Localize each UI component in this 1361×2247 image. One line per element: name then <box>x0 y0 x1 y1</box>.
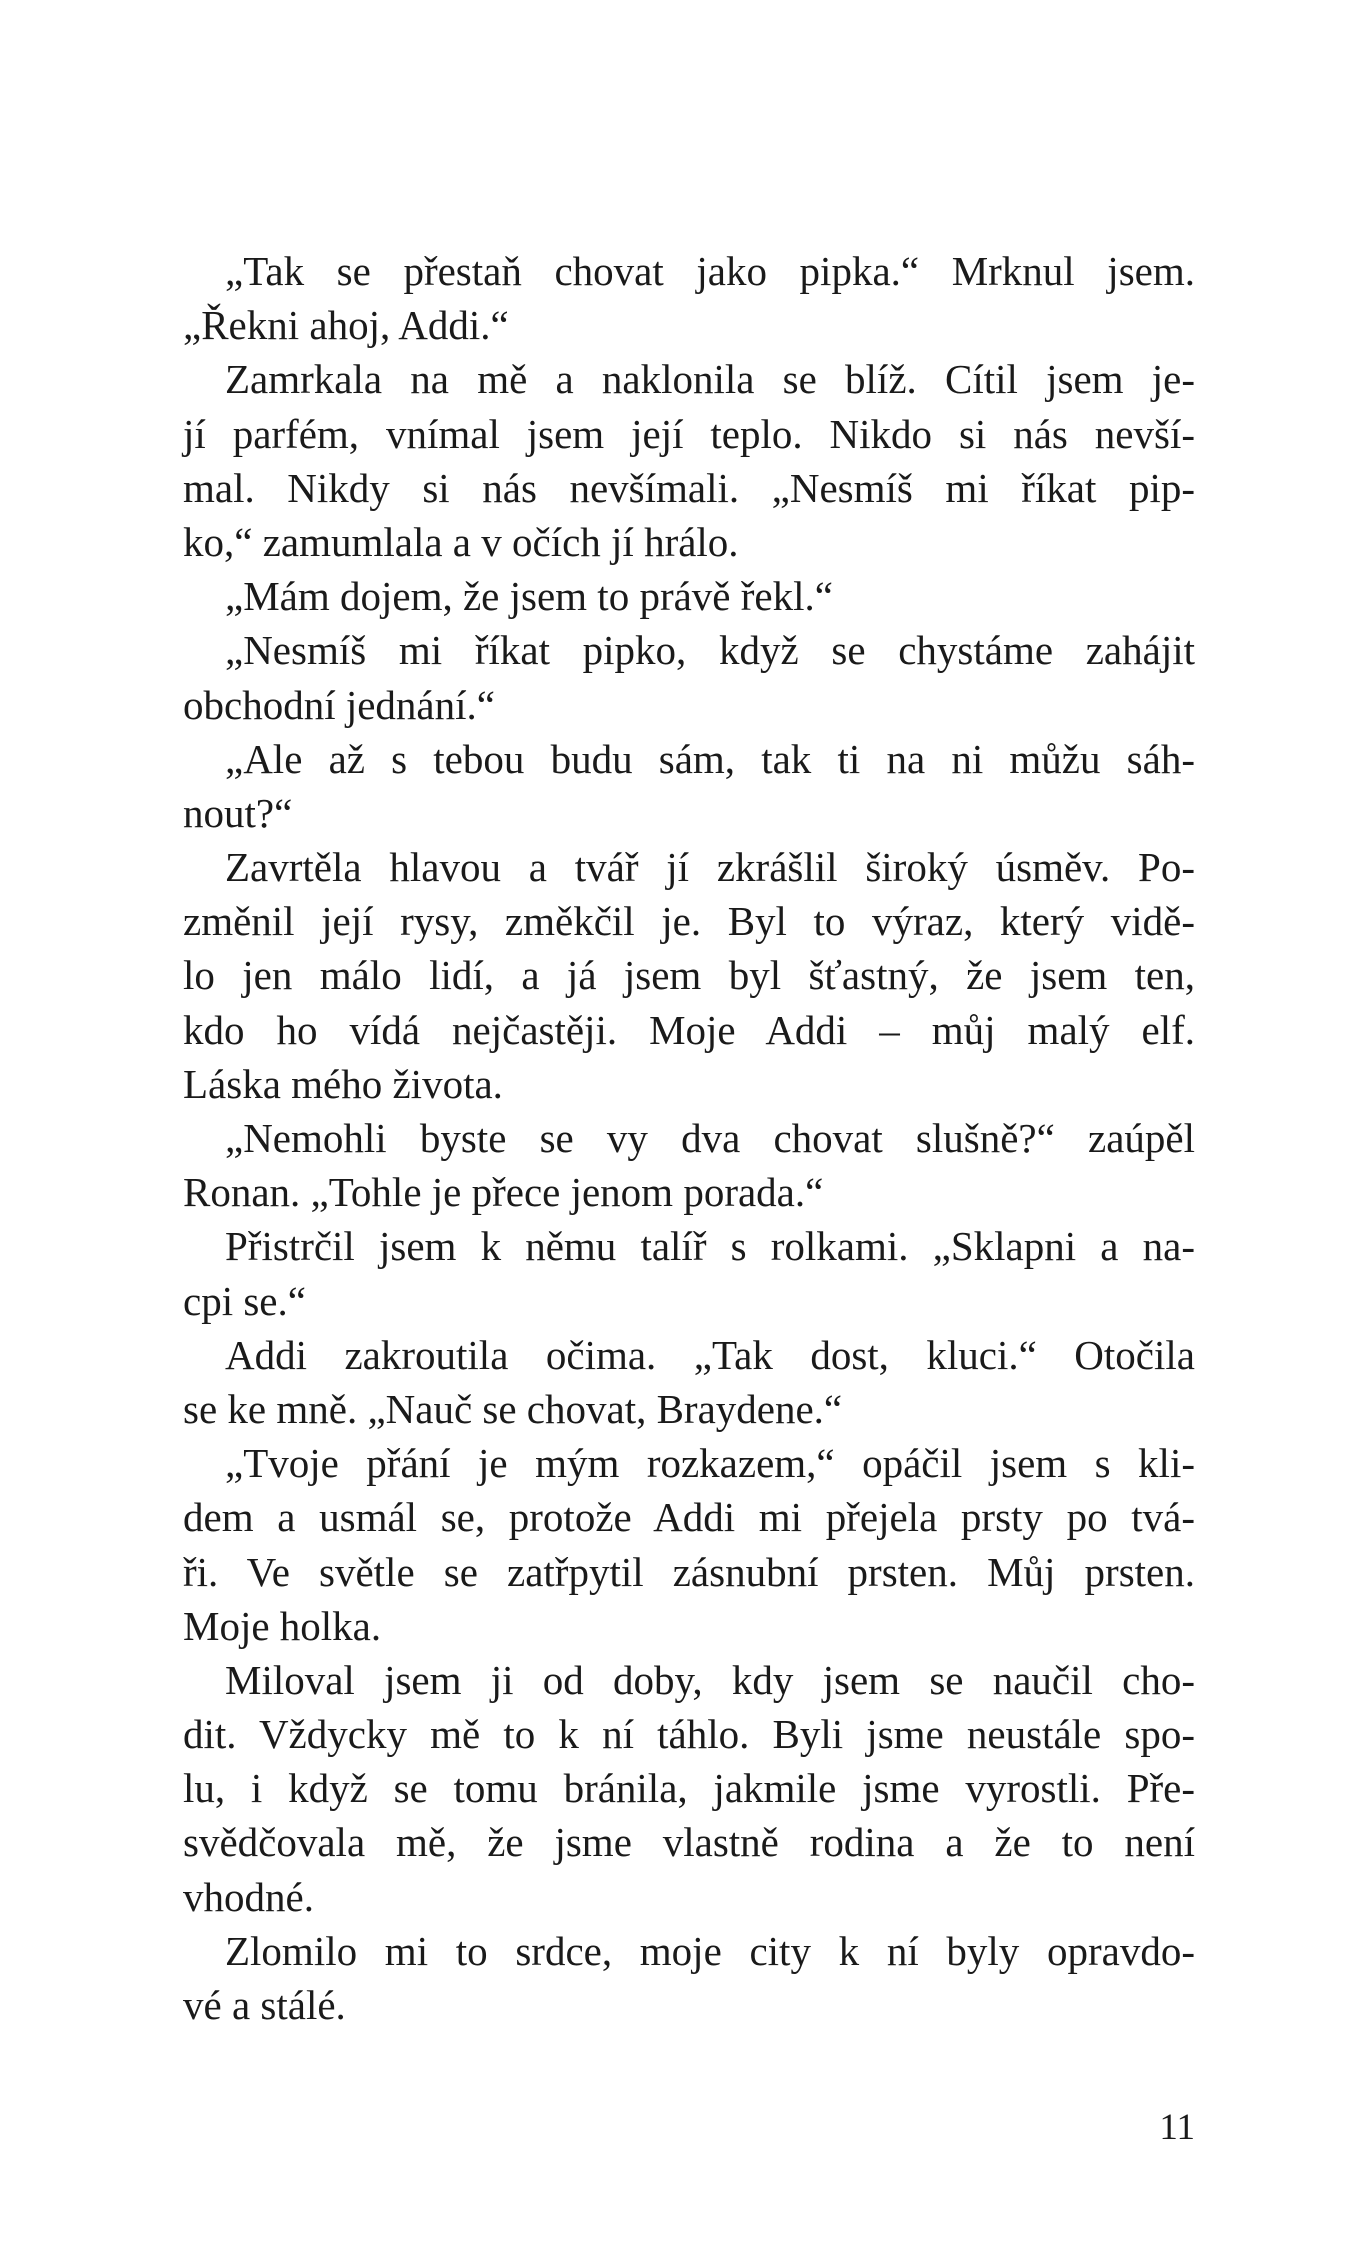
text-line: se ke mně. „Nauč se chovat, Braydene.“ <box>183 1385 843 1432</box>
text-line: Miloval jsem ji od doby, kdy jsem se naučil cho- <box>225 1656 1195 1703</box>
text-line: Zavrtěla hlavou a tvář jí zkrášlil široký úsměv. Po- <box>225 844 1195 891</box>
text-line: „Tvoje přání je mým rozkazem,“ opáčil jsem s kli- <box>225 1440 1195 1487</box>
text-line: dem a usmál se, protože Addi mi přejela prsty po tvá- <box>183 1494 1195 1541</box>
text-line: změnil její rysy, změkčil je. Byl to výraz, který vidě- <box>183 898 1195 945</box>
text-line: jí parfém, vnímal jsem její teplo. Nikdo si nás nevší- <box>183 410 1195 457</box>
text-line: „Řekni ahoj, Addi.“ <box>183 302 509 349</box>
text-line: kdo ho vídá nejčastěji. Moje Addi – můj malý elf. <box>183 1006 1195 1053</box>
text-line: Moje holka. <box>183 1602 382 1649</box>
text-line: mal. Nikdy si nás nevšímali. „Nesmíš mi říkat pip- <box>183 464 1195 511</box>
text-line: lo jen málo lidí, a já jsem byl šťastný, že jsem ten, <box>183 952 1195 999</box>
text-line: lu, i když se tomu bránila, jakmile jsme vyrostli. Pře- <box>183 1765 1195 1812</box>
text-line: cpi se.“ <box>183 1277 306 1324</box>
text-line: Zlomilo mi to srdce, moje city k ní byly opravdo- <box>225 1927 1195 1974</box>
text-line: vhodné. <box>183 1873 314 1920</box>
page-number: 11 <box>1159 2107 1195 2148</box>
text-line: „Ale až s tebou budu sám, tak ti na ni můžu sáh- <box>225 735 1195 782</box>
text-line: dit. Vždycky mě to k ní táhlo. Byli jsme neustále spo- <box>183 1711 1195 1758</box>
page-body-text <box>183 244 1195 2032</box>
text-line: „Mám dojem, že jsem to právě řekl.“ <box>225 573 833 620</box>
text-line: Láska mého života. <box>183 1060 503 1107</box>
text-line: Ronan. „Tohle je přece jenom porada.“ <box>183 1169 824 1216</box>
text-line: „Tak se přestaň chovat jako pipka.“ Mrknul jsem. <box>225 248 1195 294</box>
text-line: vé a stálé. <box>183 1982 346 2028</box>
text-line: ko,“ zamumlala a v očích jí hrálo. <box>183 518 739 565</box>
text-line: Přistrčil jsem k němu talíř s rolkami. „Sklapni a na- <box>225 1223 1195 1270</box>
text-line: obchodní jednání.“ <box>183 681 495 728</box>
text-line: Zamrkala na mě a naklonila se blíž. Cítil jsem je- <box>225 356 1195 403</box>
text-line: nout?“ <box>183 789 293 836</box>
text-line: ři. Ve světle se zatřpytil zásnubní prsten. Můj prsten. <box>183 1548 1195 1595</box>
text-line: „Nemohli byste se vy dva chovat slušně?“ zaúpěl <box>225 1115 1195 1161</box>
text-line: svědčovala mě, že jsme vlastně rodina a že to není <box>183 1819 1195 1866</box>
text-line: „Nesmíš mi říkat pipko, když se chystáme zahájit <box>225 627 1195 674</box>
text-line: Addi zakroutila očima. „Tak dost, kluci.“ Otočila <box>225 1331 1195 1378</box>
